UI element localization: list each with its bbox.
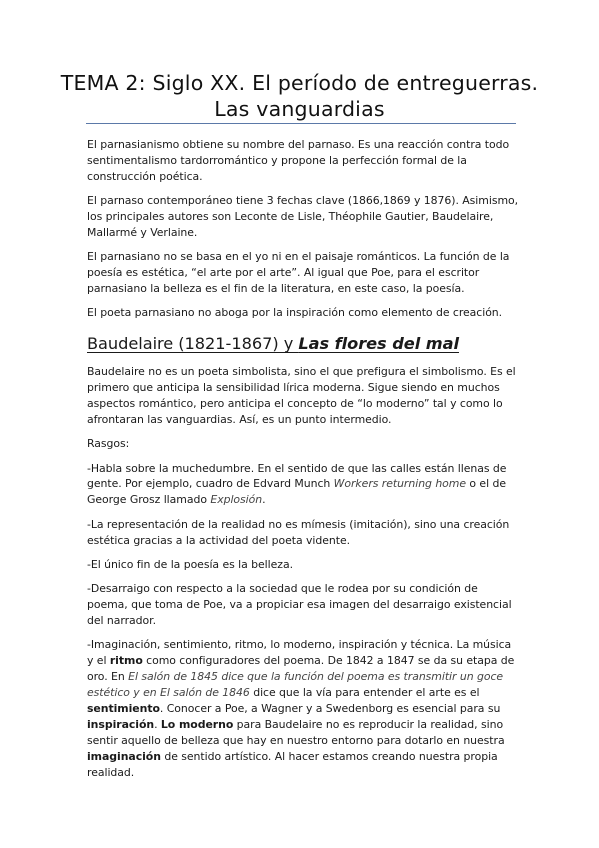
rasgos-label: Rasgos:	[87, 437, 130, 451]
document-title: TEMA 2: Siglo XX. El período de entreguerras. Las vanguardias	[60, 71, 539, 121]
rasgo-5	[87, 637, 519, 780]
document-body	[87, 137, 519, 789]
rasgo-5-bold-inspiracion: inspiración	[87, 717, 155, 731]
rasgo-5-bold-sentimiento: sentimiento	[87, 701, 160, 715]
section-heading	[87, 333, 519, 355]
rasgo-1-text-c: .	[262, 493, 266, 507]
rasgo-1-work-munch: Workers returning home	[333, 477, 466, 491]
rasgo-5-text-6: para Baudelaire no es reproducir la realidad, sino sentir aquello de belleza que hay en nuestro entorno para dotarlo en nuestra	[87, 717, 505, 747]
rasgo-5-text-4: . Conocer a Poe, a Wagner y a Swedenborg es esencial para su	[159, 701, 501, 715]
intro-paragraph-2: El parnaso contemporáneo tiene 3 fechas clave (1866,1869 y 1876). Asimismo, los principales autores son Leconte de Lisle, Théophile Gautier, Baudelaire, Mallarmé y Verlaine.	[87, 194, 519, 239]
title-underline-rule	[86, 123, 516, 124]
rasgo-5-italic-salon: El salón de 1845 dice que la función del poema es transmitir un goce estético y en El salón de 1846	[87, 670, 504, 699]
rasgo-5-text-1: -Imaginación, sentimiento, ritmo, lo moderno, inspiración y técnica. La música y el	[87, 638, 512, 668]
section-heading-plain: Baudelaire (1821-1867) y	[87, 334, 299, 354]
rasgo-5-bold-imaginacion: imaginación	[87, 749, 161, 763]
rasgo-5-bold-lo-moderno: Lo moderno	[160, 717, 234, 731]
rasgo-1-work-grosz: Explosión	[210, 493, 263, 507]
rasgo-5-text-7: de sentido artístico. Al hacer estamos creando nuestra propia realidad.	[87, 749, 498, 779]
rasgo-5-text-3: dice que la vía para entender el arte es el	[249, 685, 480, 699]
rasgo-2: -La representación de la realidad no es mímesis (imitación), sino una creación estética gracias a la actividad del poeta vidente.	[87, 517, 510, 547]
rasgo-1	[87, 461, 519, 509]
rasgo-5-text-2: como configuradores del poema. De 1842 a 1847 se da su etapa de oro. En	[87, 654, 515, 684]
rasgo-3: -El único fin de la poesía es la belleza.	[87, 557, 293, 571]
rasgo-1-text-a: -Habla sobre la muchedumbre. En el sentido de que las calles están llenas de gente. Por ejemplo, cuadro de Edvard Munch	[87, 461, 507, 491]
section-heading-work-title: Las flores del mal	[298, 334, 459, 354]
rasgo-5-text-5: .	[154, 717, 161, 731]
rasgo-1-text-b: o el de George Grosz llamado	[87, 477, 506, 507]
intro-paragraph-4: El poeta parnasiano no aboga por la inspiración como elemento de creación.	[87, 306, 503, 320]
intro-paragraph-1: El parnasianismo obtiene su nombre del parnaso. Es una reacción contra todo sentimentalismo tardorromántico y propone la perfección formal de la construcción poética.	[87, 138, 510, 183]
intro-paragraph-3: El parnasiano no se basa en el yo ni en el paisaje románticos. La función de la poesía es estética, “el arte por el arte”. Al igual que Poe, para el escritor parnasiano la belleza es el fin de la literatura, en este caso, la poesía.	[87, 250, 510, 296]
rasgo-5-bold-ritmo: ritmo	[109, 654, 143, 668]
section-paragraph-1: Baudelaire no es un poeta simbolista, sino el que prefigura el simbolismo. Es el primero que anticipa la sensibilidad lírica moderna. Sigue siendo en muchos aspectos romántico, pero anticipa el concepto de “lo moderno” tal y como lo afrontaran las vanguardias. Así, es un punto intermedio.	[87, 365, 516, 426]
rasgo-4: -Desarraigo con respecto a la sociedad que le rodea por su condición de poema, que toma de Poe, va a propiciar esa imagen del desarraigo existencial del narrador.	[87, 582, 512, 627]
